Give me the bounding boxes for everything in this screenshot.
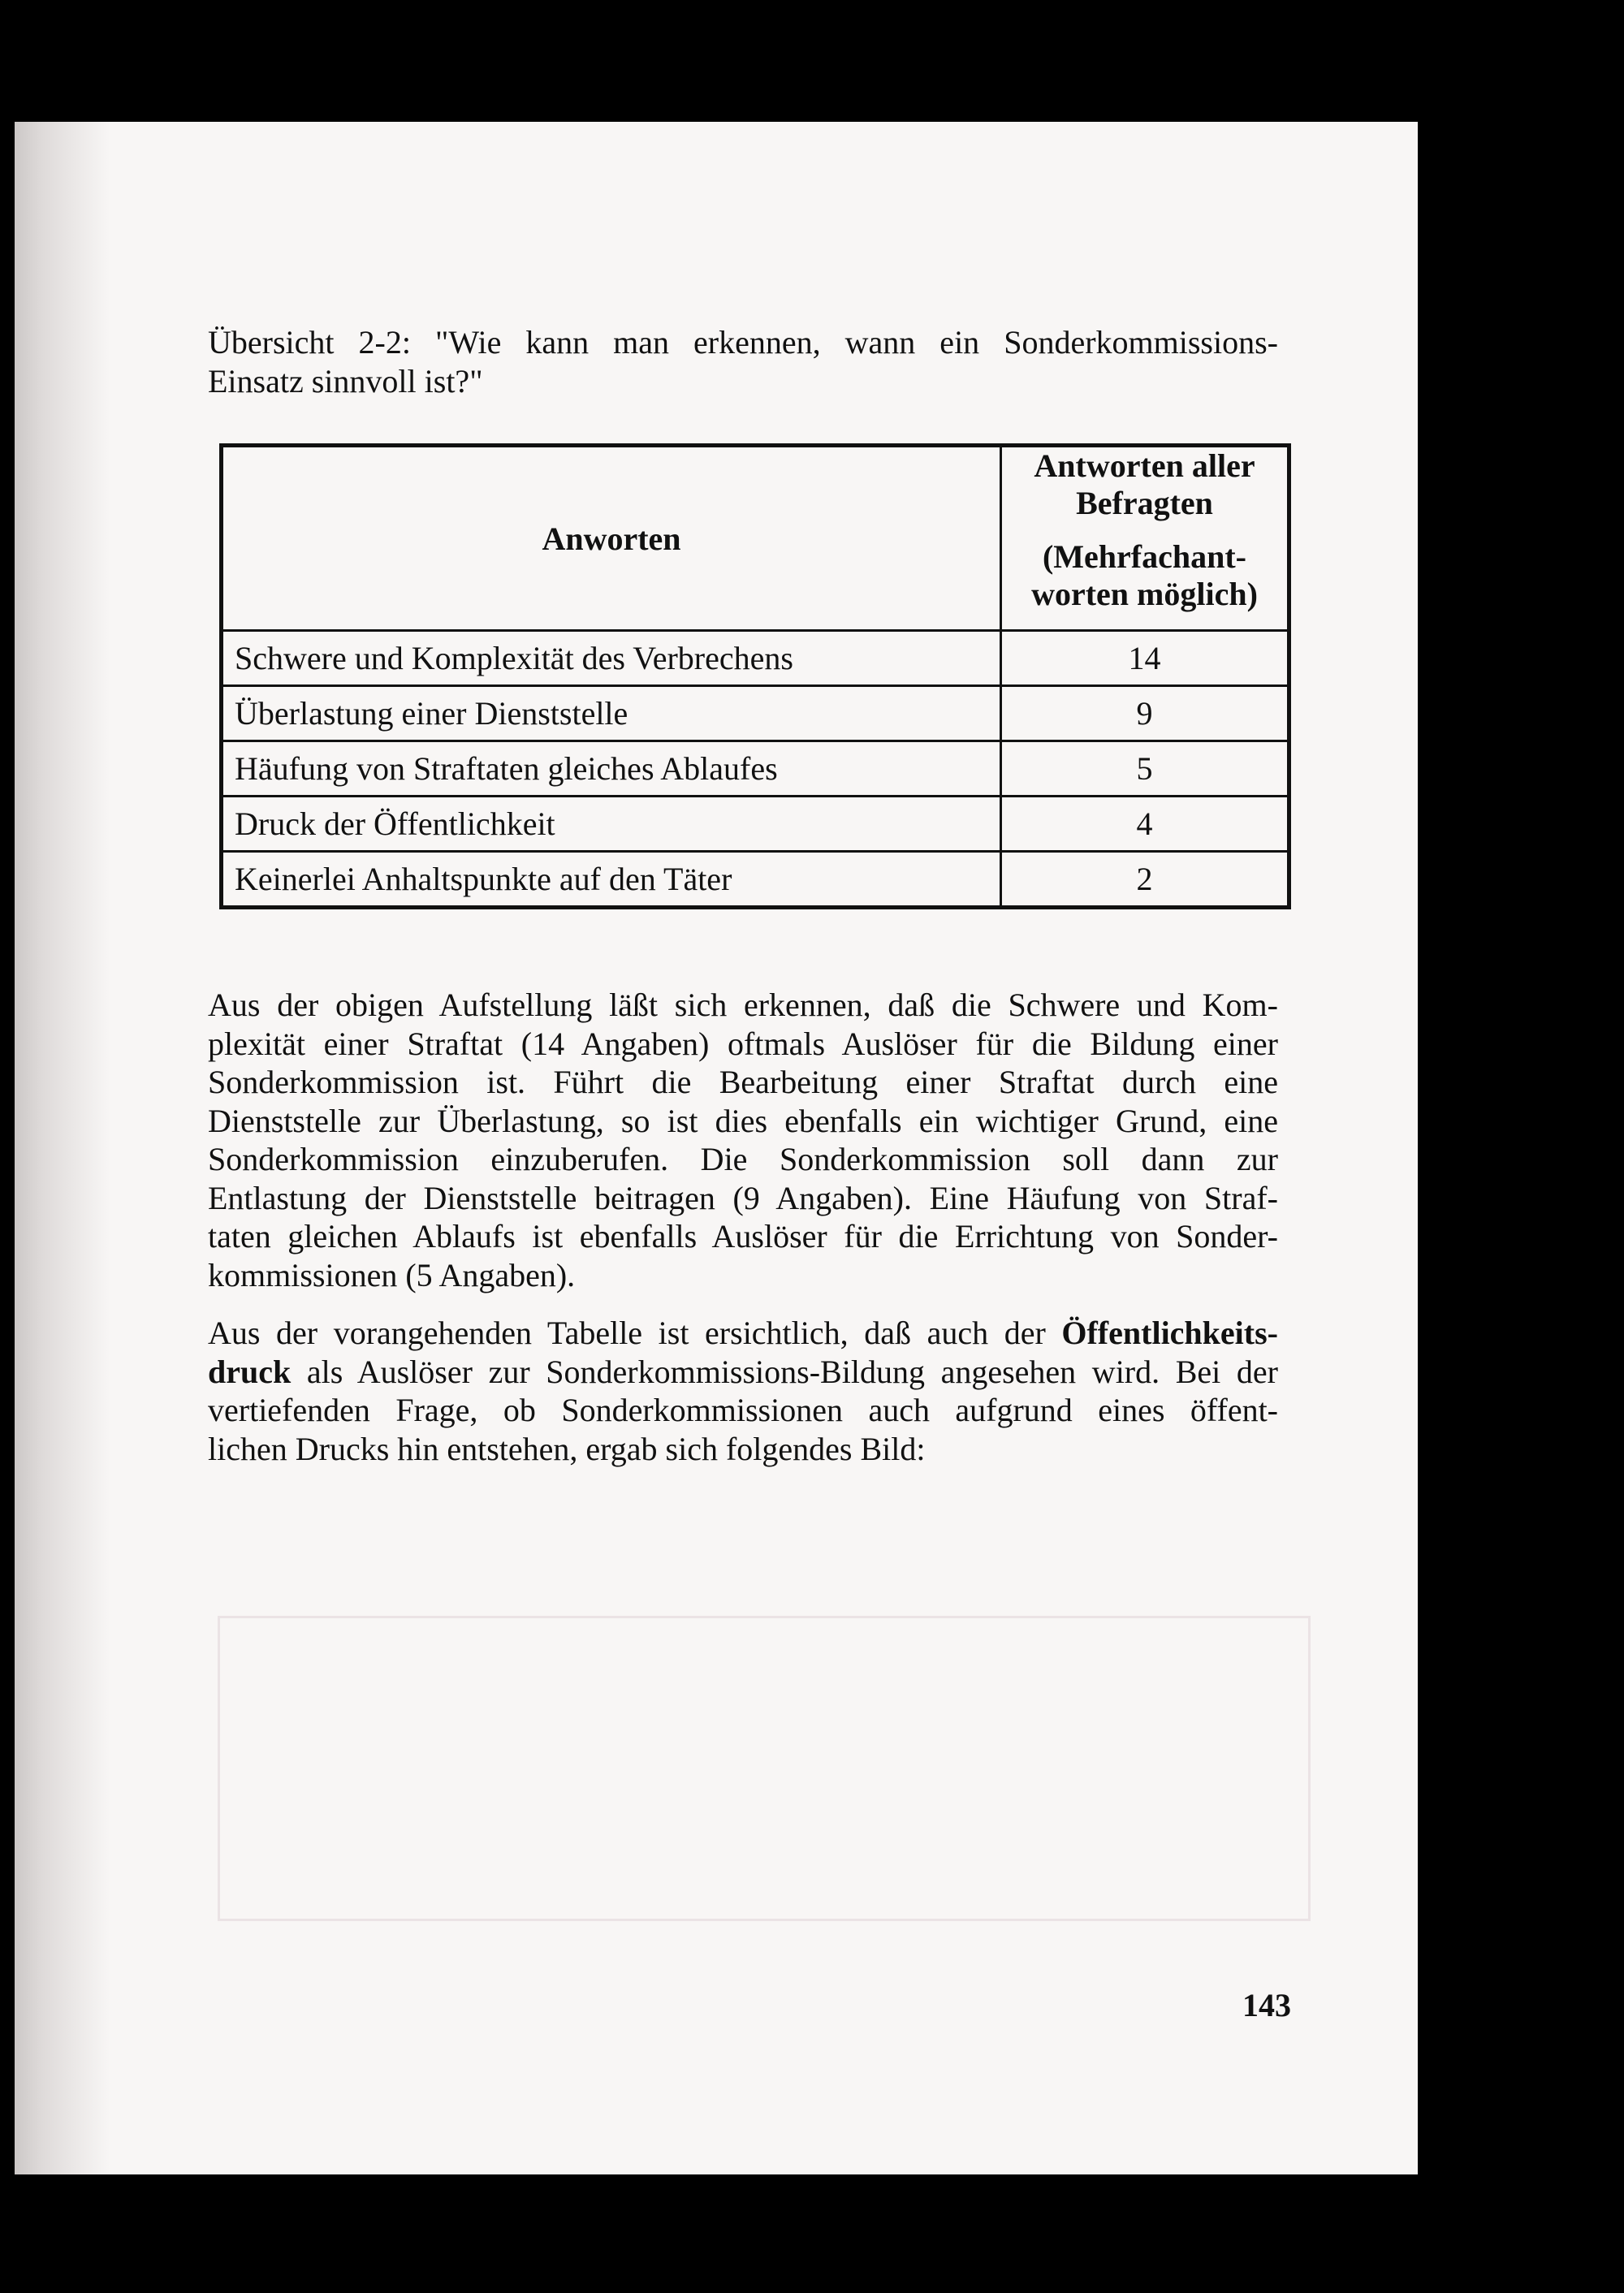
table-row bbox=[222, 686, 1289, 741]
row-label: Druck der Öffentlichkeit bbox=[222, 797, 1001, 852]
caption-line: Einsatz sinnvoll ist?" bbox=[208, 363, 483, 399]
emphasis-text: Öffentlichkeits- bbox=[1061, 1315, 1278, 1351]
row-value: 5 bbox=[1001, 741, 1289, 797]
paragraph-line bbox=[208, 1314, 1278, 1353]
row-value: 4 bbox=[1001, 797, 1289, 852]
paragraph-text: Aus der vorangehenden Tabelle ist ersichtlich, daß auch der bbox=[208, 1315, 1062, 1351]
paragraph-line: kommissionen (5 Angaben). bbox=[208, 1256, 576, 1293]
paragraph-line bbox=[208, 1353, 1278, 1392]
table-row bbox=[222, 852, 1289, 908]
header-counts bbox=[1001, 446, 1289, 631]
row-label: Überlastung einer Dienststelle bbox=[222, 686, 1001, 741]
paragraph-line: Sonderkommission ist. Führt die Bearbeitung einer Straftat durch eine bbox=[208, 1064, 1278, 1100]
table-caption bbox=[208, 323, 1278, 401]
caption-line: Übersicht 2-2: "Wie kann man erkennen, wann ein Sonderkommissions- bbox=[208, 324, 1278, 361]
table-row bbox=[222, 631, 1289, 686]
paragraph-line: Dienststelle zur Überlastung, so ist dies ebenfalls ein wichtiger Grund, eine bbox=[208, 1102, 1278, 1139]
paragraph-line: plexität einer Straftat (14 Angaben) oftmals Auslöser für die Bildung einer bbox=[208, 1025, 1278, 1062]
paragraph-line: Aus der obigen Aufstellung läßt sich erkennen, daß die Schwere und Kom- bbox=[208, 987, 1278, 1023]
paragraph-public-pressure bbox=[208, 1314, 1278, 1468]
table-row bbox=[222, 741, 1289, 797]
row-value: 9 bbox=[1001, 686, 1289, 741]
header-answers: Anworten bbox=[222, 446, 1001, 631]
book-page bbox=[15, 122, 1418, 2174]
row-label: Schwere und Komplexität des Verbrechens bbox=[222, 631, 1001, 686]
paragraph-line: Entlastung der Dienststelle beitragen (9 Angaben). Eine Häufung von Straf- bbox=[208, 1179, 1278, 1216]
header-counts-line: (Mehrfachant- bbox=[1042, 538, 1247, 575]
row-label: Häufung von Straftaten gleiches Ablaufes bbox=[222, 741, 1001, 797]
paragraph-line: vertiefenden Frage, ob Sonderkommissionen auch aufgrund eines öffent- bbox=[208, 1392, 1278, 1428]
row-label: Keinerlei Anhaltspunkte auf den Täter bbox=[222, 852, 1001, 908]
paragraph-line: taten gleichen Ablaufs ist ebenfalls Auslöser für die Errichtung von Sonder- bbox=[208, 1218, 1278, 1254]
paragraph-analysis bbox=[208, 986, 1278, 1294]
page-number: 143 bbox=[1242, 1987, 1291, 2023]
row-value: 14 bbox=[1001, 631, 1289, 686]
table-header-row bbox=[222, 446, 1289, 631]
paragraph-line: lichen Drucks hin entstehen, ergab sich folgendes Bild: bbox=[208, 1430, 926, 1467]
emphasis-text: druck bbox=[208, 1353, 292, 1390]
table-row bbox=[222, 797, 1289, 852]
header-counts-line: Befragten bbox=[1076, 485, 1213, 521]
paragraph-text: als Auslöser zur Sonderkommissions-Bildung angesehen wird. Bei der bbox=[291, 1353, 1278, 1390]
header-counts-line: Antworten aller bbox=[1034, 447, 1255, 484]
page-gutter-shadow bbox=[15, 122, 110, 2174]
bleed-through-table bbox=[218, 1616, 1311, 1921]
row-value: 2 bbox=[1001, 852, 1289, 908]
answers-table bbox=[219, 443, 1291, 909]
header-counts-line: worten möglich) bbox=[1031, 576, 1258, 612]
paragraph-line: Sonderkommission einzuberufen. Die Sonderkommission soll dann zur bbox=[208, 1141, 1278, 1177]
